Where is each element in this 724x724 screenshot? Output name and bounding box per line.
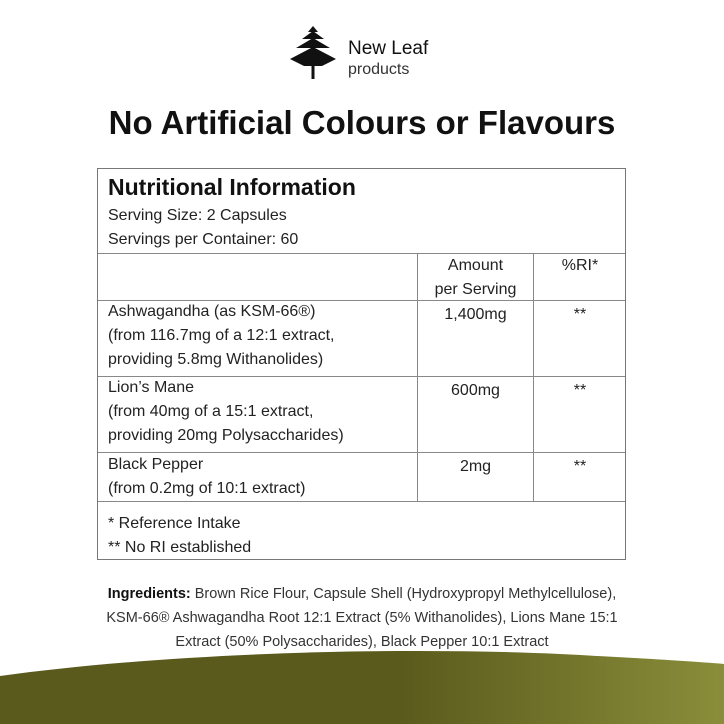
table-title: Nutritional Information	[108, 174, 356, 200]
divider	[98, 501, 625, 502]
row-ashwagandha-amount: 1,400mg	[444, 306, 507, 323]
row-ashwagandha-line3: providing 5.8mg Withanolides)	[108, 351, 324, 368]
row-lions-mane-line3: providing 20mg Polysaccharides)	[108, 427, 344, 444]
leaf-tree-icon	[288, 24, 338, 80]
ingredients-line2: KSM-66® Ashwagandha Root 12:1 Extract (5% Withanolides), Lions Mane 15:1	[106, 610, 618, 626]
header-amount-line1: Amount	[447, 257, 504, 274]
ingredients-line1-text: Brown Rice Flour, Capsule Shell (Hydroxypropyl Methylcellulose),	[190, 586, 617, 602]
row-ashwagandha-ri: **	[573, 306, 587, 323]
row-ashwagandha-line2: (from 116.7mg of a 12:1 extract,	[108, 327, 335, 344]
header-amount-line2: per Serving	[434, 281, 517, 298]
row-lions-mane-ri: **	[573, 382, 587, 399]
ingredients-line3: Extract (50% Polysaccharides), Black Pepper 10:1 Extract	[175, 634, 549, 650]
serving-size: Serving Size: 2 Capsules	[108, 207, 287, 224]
header-ri: %RI*	[561, 257, 599, 274]
row-ashwagandha-line1: Ashwagandha (as KSM-66®)	[108, 303, 316, 320]
footnote-no-ri: ** No RI established	[108, 539, 252, 556]
row-lions-mane-line2: (from 40mg of a 15:1 extract,	[108, 403, 314, 420]
footnote-reference-intake: * Reference Intake	[108, 515, 241, 532]
servings-per-container: Servings per Container: 60	[108, 231, 299, 248]
brand-name: New Leaf	[348, 38, 429, 59]
row-black-pepper-ri: **	[573, 458, 587, 475]
brand-subname: products	[348, 61, 410, 78]
ingredients-line1	[40, 582, 684, 606]
row-lions-mane-amount: 600mg	[451, 382, 500, 399]
page-headline: No Artificial Colours or Flavours	[108, 104, 616, 141]
nutrition-table	[97, 168, 626, 560]
brand-logo	[288, 24, 448, 84]
row-black-pepper-amount: 2mg	[459, 458, 492, 475]
row-black-pepper-line1: Black Pepper	[108, 456, 204, 473]
row-lions-mane-line1: Lion’s Mane	[108, 379, 194, 396]
ingredients-label: Ingredients:	[107, 586, 191, 602]
row-black-pepper-line2: (from 0.2mg of 10:1 extract)	[108, 480, 306, 497]
bottom-swoosh-decoration	[0, 644, 724, 724]
